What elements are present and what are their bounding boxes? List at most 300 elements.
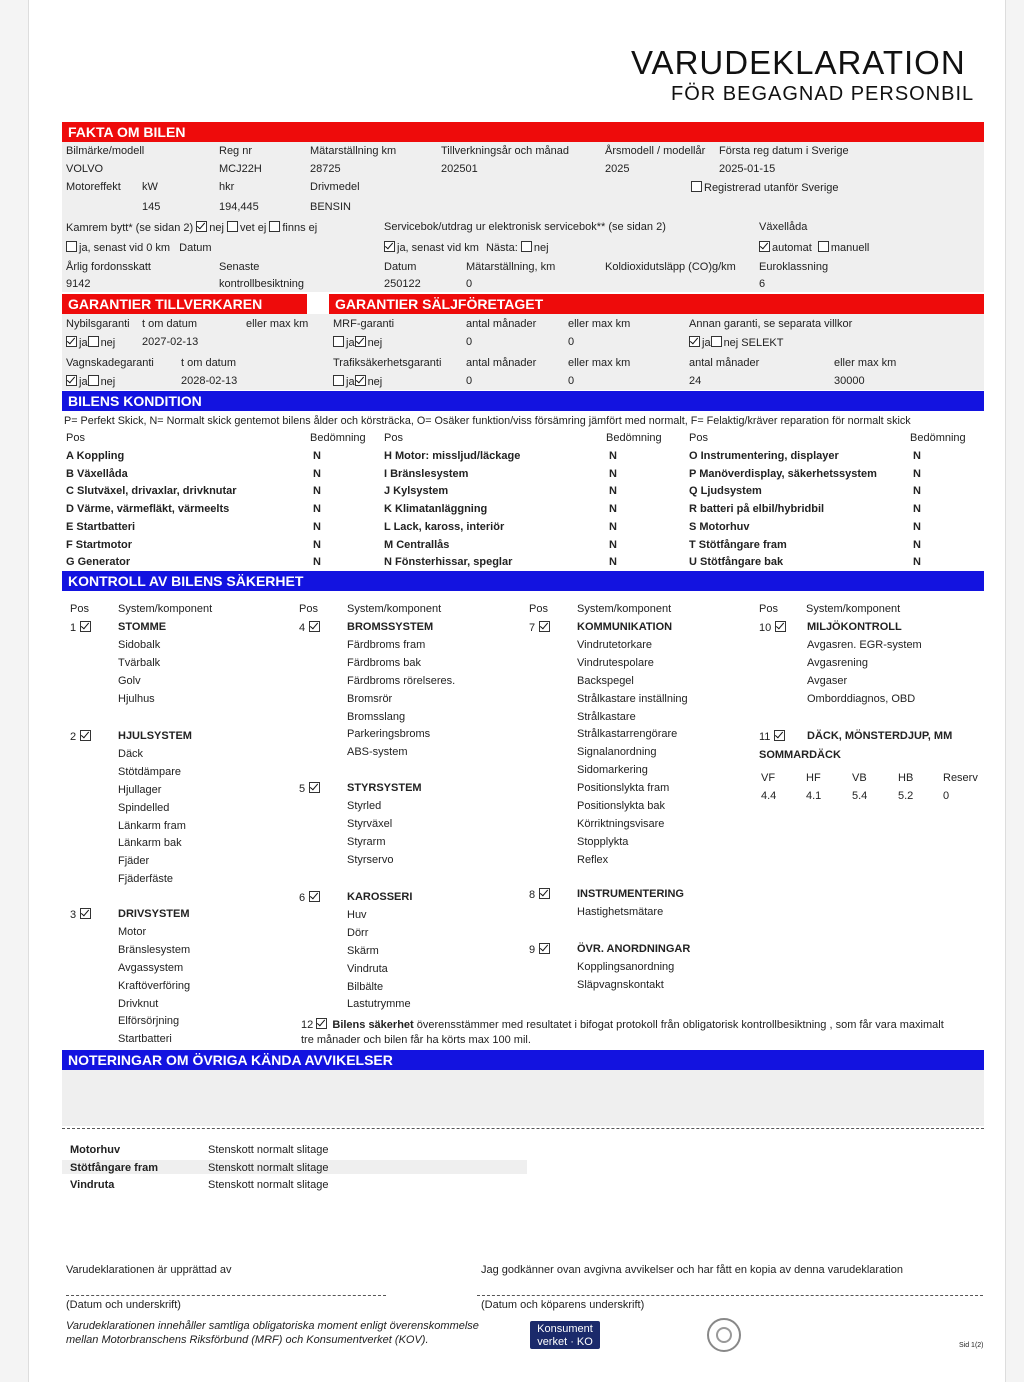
sakerhet-component: Släpvagnskontakt (577, 978, 664, 991)
sakerhet-group-header (70, 621, 93, 634)
sommardack-label: SOMMARDÄCK (759, 749, 841, 761)
mrf-ja-checkbox[interactable] (333, 336, 344, 347)
sakerhet-group-number: 3 (70, 909, 77, 921)
value-matar: 28725 (310, 163, 341, 175)
label-vaxellada: Växellåda (759, 221, 808, 233)
sakerhet-group-checkbox[interactable] (80, 730, 91, 741)
sakerhet-group-header (299, 621, 322, 634)
sakerhet-component: Avgasren. EGR-system (807, 638, 922, 651)
footer-note-2: mellan Motorbranschens Riksförbund (MRF) och Konsumentverket (KOV). (66, 1334, 429, 1346)
kondition-item-label: U Stötfångare bak (689, 556, 784, 569)
label-vagn-tom: t om datum (181, 357, 237, 369)
kond-col1-pos: Pos (66, 432, 85, 444)
label-bilmarke: Bilmärke/modell (66, 145, 145, 157)
sak-col4-sys: System/komponent (806, 603, 901, 615)
sak-col3-sys: System/komponent (577, 603, 672, 615)
label-arsmodell: Årsmodell / modellår (605, 145, 706, 157)
vagn-ja-label: ja (79, 376, 88, 388)
label-trafik: Trafiksäkerhetsgaranti (333, 357, 442, 369)
sakerhet-component: Styrservo (347, 853, 394, 866)
mrf-checks (333, 336, 382, 349)
sakerhet-component: Sidomarkering (577, 764, 648, 777)
sakerhet-component: Bilbälte (347, 980, 384, 993)
value-euro: 6 (759, 278, 766, 290)
kondition-item-value: N (913, 467, 921, 480)
sakerhet-component: Bromsrör (347, 692, 393, 705)
sakerhet-component: Styrarm (347, 835, 386, 848)
sakerhet-component: Backspegel (577, 674, 634, 687)
sakerhet-component: Golv (118, 674, 141, 687)
label-servicebok: Servicebok/utdrag ur elektronisk servicebok** (se sidan 2) (384, 221, 666, 233)
sakerhet-component: Sidobalk (118, 638, 161, 651)
label-regnr: Reg nr (219, 145, 253, 157)
label-hkr: hkr (219, 181, 235, 193)
sakerhet-component: Länkarm fram (118, 819, 186, 832)
automat-checkbox[interactable] (759, 241, 770, 252)
sakerhet-component: Färdbroms bak (347, 656, 421, 669)
notering-value: Stenskott normalt slitage (208, 1179, 329, 1191)
garanti-tillverkaren-heading: GARANTIER TILLVERKAREN (62, 294, 307, 314)
annan-ja-checkbox[interactable] (689, 336, 700, 347)
sakerhet-component: Dörr (347, 926, 369, 939)
sakerhet-component: Färdbroms fram (347, 638, 426, 651)
tire-value: 4.1 (806, 790, 822, 802)
label-matar: Mätarställning km (310, 145, 397, 157)
tire-value: 0 (943, 790, 950, 802)
kondition-item-label: I Bränslesystem (384, 467, 469, 480)
page-number: Sid 1(2) (959, 1342, 984, 1349)
label-senaste: Senaste (219, 261, 260, 273)
mrf-nej-checkbox[interactable] (355, 336, 366, 347)
sakerhet-component: Signalanordning (577, 746, 657, 759)
label-eller-max: eller max km (246, 318, 309, 330)
value-drivmedel: BENSIN (310, 201, 351, 213)
document-subtitle: FÖR BEGAGNAD PERSONBIL (671, 83, 975, 105)
value-trafik-man: 0 (466, 375, 473, 387)
sakerhet-component: Positionslykta bak (577, 800, 666, 812)
sakerhet-component: Strålkastare inställning (577, 692, 688, 705)
kamrem-finns-ej-checkbox[interactable] (269, 221, 280, 232)
vaxellada-row (759, 241, 869, 254)
servicebok-nej-checkbox[interactable] (521, 241, 532, 252)
sakerhet-component: Fjäder (118, 855, 150, 868)
tire-value: 5.4 (852, 790, 868, 802)
kondition-item-label: Q Ljudsystem (689, 485, 762, 498)
sakerhet-group-header (759, 730, 787, 743)
value-annan-km: 30000 (834, 375, 865, 387)
sakerhet-group-title: STYRSYSTEM (347, 782, 422, 794)
tire-header: Reserv (943, 772, 978, 784)
sakerhet-component: Avgassystem (118, 961, 184, 974)
mrf-nej-label: nej (367, 337, 383, 349)
sakerhet-group-number: 10 (759, 622, 772, 634)
kamrem-datum-label: Datum (179, 242, 212, 254)
kondition-item-label: S Motorhuv (689, 520, 750, 533)
godkanner-label: Jag godkänner ovan avgivna avvikelser och har fått en kopia av denna varudeklaration (481, 1264, 903, 1276)
sakerhet-component: Vindrutespolare (577, 656, 654, 669)
label-drivmedel: Drivmedel (310, 181, 360, 193)
kondition-item-value: N (609, 520, 617, 533)
sakerhet-component: Länkarm bak (118, 837, 182, 850)
kond-col2-bed: Bedömning (606, 432, 662, 444)
value-forsta: 2025-01-15 (719, 163, 776, 175)
registrerad-checkbox-row[interactable] (691, 181, 839, 194)
sakerhet-group-title: KOMMUNIKATION (577, 621, 673, 633)
sak-col2-sys: System/komponent (347, 603, 442, 615)
kondition-item-label: A Koppling (66, 450, 125, 462)
sakerhet-component: Spindelled (118, 801, 170, 814)
label-mrf-max: eller max km (568, 318, 631, 330)
kondition-item-value: N (913, 503, 921, 516)
sak-col2-pos: Pos (299, 603, 318, 615)
sakerhet-group-checkbox[interactable] (309, 891, 320, 902)
label-kontrollbes: kontrollbesiktning (219, 278, 304, 290)
sak-col1-sys: System/komponent (118, 603, 213, 615)
sakerhet-component: Fjäderfäste (118, 873, 174, 886)
mrf-emblem-icon (707, 1318, 741, 1352)
label-annan: Annan garanti, se separata villkor (689, 318, 853, 330)
p12-text2: tre månader och bilen får ha körts max 100 mil. (301, 1034, 531, 1046)
label-mrf-antal: antal månader (466, 318, 537, 330)
sakerhet-group-number: 8 (529, 889, 536, 901)
kondition-item-value: N (913, 450, 921, 462)
annan-checks (689, 336, 783, 349)
sakerhet-component: Vindrutetorkare (577, 638, 653, 651)
datum-kopare: (Datum och köparens underskrift) (481, 1299, 645, 1311)
value-datum: 250122 (384, 278, 421, 290)
datum-underskrift: (Datum och underskrift) (66, 1299, 181, 1311)
sakerhet-group-title: INSTRUMENTERING (577, 888, 684, 900)
sakerhet-component: Stopplykta (577, 835, 629, 848)
kondition-item-label: D Värme, värmefläkt, värmeelts (66, 503, 230, 516)
sakerhet-component: Bromsslang (347, 710, 406, 723)
sakerhet-component: Hastighetsmätare (577, 905, 664, 918)
p12-row (301, 1018, 944, 1031)
kamrem-row (66, 221, 317, 234)
servicebok-nej-label: nej (533, 242, 549, 254)
nybil-checks (66, 336, 115, 349)
value-nybil-date: 2027-02-13 (142, 336, 199, 348)
sak-col3-pos: Pos (529, 603, 548, 615)
manuell-checkbox[interactable] (818, 241, 829, 252)
sakerhet-component: Styrväxel (347, 817, 393, 830)
noteringar-box (62, 1070, 984, 1126)
kondition-item-value: N (313, 503, 321, 516)
kamrem-nej-label: nej (209, 222, 224, 234)
label-fordonsskatt: Årlig fordonsskatt (66, 261, 151, 273)
kondition-item-label: M Centrallås (384, 538, 450, 551)
trafik-checks (333, 375, 382, 388)
sakerhet-component: Positionslykta fram (577, 782, 670, 795)
sakerhet-group-title: BROMSSYSTEM (347, 621, 434, 633)
label-registrerad: Registrerad utanför Sverige (704, 182, 839, 194)
logo-line-2: verket · KO (537, 1336, 593, 1348)
sakerhet-group-number: 11 (759, 731, 771, 743)
sakerhet-group-header (529, 943, 552, 956)
notering-key: Stötfångare fram (70, 1161, 159, 1174)
kond-col3-bed: Bedömning (910, 432, 966, 444)
sakerhet-group-header (759, 621, 788, 634)
nybil-ja-label: ja (79, 337, 88, 349)
sak-col4-pos: Pos (759, 603, 778, 615)
sakerhet-group-header (299, 891, 322, 904)
label-trafik-antal: antal månader (466, 357, 537, 369)
sakerhet-group-title: KAROSSERI (347, 891, 413, 903)
sakerhet-group-number: 5 (299, 783, 306, 795)
label-matar2: Mätarställning, km (466, 261, 556, 273)
noteringar-heading: NOTERINGAR OM ÖVRIGA KÄNDA AVVIKELSER (62, 1050, 984, 1070)
tire-header: VF (761, 772, 776, 784)
tire-value: 4.4 (761, 790, 777, 802)
kondition-item-value: N (913, 520, 921, 533)
sakerhet-group-title: HJULSYSTEM (118, 730, 192, 742)
kondition-item-value: N (313, 467, 321, 480)
kondition-item-value: N (609, 503, 617, 516)
sakerhet-group-header (70, 908, 93, 921)
sakerhet-group-title: DÄCK, MÖNSTERDJUP, MM (807, 730, 953, 742)
upprattad-label: Varudeklarationen är upprättad av (66, 1264, 232, 1276)
sakerhet-group-number: 2 (70, 731, 77, 743)
kamrem-vet-ej-label: vet ej (239, 222, 267, 234)
kamrem-ja-row (66, 241, 212, 254)
kamrem-finns-ej-label: finns ej (282, 222, 318, 234)
sakerhet-group-number: 9 (529, 944, 536, 956)
sakerhet-group-checkbox[interactable] (80, 621, 91, 632)
kondition-item-label: N Fönsterhissar, speglar (384, 556, 513, 569)
sakerhet-component: Kraftöverföring (118, 979, 191, 992)
sakerhet-group-number: 1 (70, 622, 77, 634)
label-tom-datum: t om datum (142, 318, 198, 330)
value-arsmodell: 2025 (605, 163, 630, 175)
value-hkr: 194,445 (219, 201, 259, 213)
value-mrf-man: 0 (466, 336, 473, 348)
value-annan-man: 24 (689, 375, 702, 387)
servicebok-ja-row (384, 241, 549, 254)
sakerhet-component: Däck (118, 747, 144, 760)
kondition-item-value: N (609, 538, 617, 551)
noteringar-dashline (62, 1128, 984, 1129)
kamrem-nej-checkbox[interactable] (196, 221, 207, 232)
value-mrf-km: 0 (568, 336, 575, 348)
tire-header: VB (852, 772, 867, 784)
kondition-item-value: N (313, 485, 321, 498)
value-matar2: 0 (466, 278, 473, 290)
sakerhet-group-number: 7 (529, 622, 536, 634)
kondition-item-label: C Slutväxel, drivaxlar, drivknutar (66, 485, 237, 498)
value-bilmarke: VOLVO (66, 163, 104, 175)
sakerhet-component: Lastutrymme (347, 998, 411, 1011)
sakerhet-group-title: DRIVSYSTEM (118, 908, 190, 920)
document-title: VARUDEKLARATION (631, 44, 966, 81)
p12-number: 12 (301, 1019, 314, 1031)
sakerhet-component: Omborddiagnos, OBD (807, 692, 916, 705)
trafik-ja-label: ja (346, 376, 355, 388)
sakerhet-component: Hjulhus (118, 692, 155, 705)
sakerhet-component: Färdbroms rörelseres. (347, 674, 456, 687)
kondition-item-label: G Generator (66, 556, 131, 569)
sakerhet-component: Kopplingsanordning (577, 960, 675, 973)
sakerhet-component: Elförsörjning (118, 1015, 180, 1028)
sak-col1-pos: Pos (70, 603, 89, 615)
sakerhet-group-checkbox[interactable] (775, 621, 786, 632)
kondition-item-value: N (609, 467, 617, 480)
sakerhet-group-number: 6 (299, 892, 306, 904)
sakerhet-group-header (70, 730, 93, 743)
sakerhet-group-checkbox[interactable] (309, 782, 320, 793)
sakerhet-component: Bränslesystem (118, 943, 191, 956)
label-motoreffekt: Motoreffekt (66, 181, 121, 193)
annan-nej-checkbox[interactable] (711, 336, 722, 347)
kondition-item-label: T Stötfångare fram (689, 538, 787, 551)
footer-note-1: Varudeklarationen innehåller samtliga obligatoriska moment enligt överenskommelse (66, 1320, 479, 1332)
kond-col2-pos: Pos (384, 432, 403, 444)
sakerhet-group-header (299, 782, 322, 795)
signature-line-left[interactable] (66, 1295, 386, 1296)
label-forsta: Första reg datum i Sverige (719, 145, 849, 157)
kamrem-ja-checkbox[interactable] (66, 241, 77, 252)
label-mrf: MRF-garanti (333, 318, 395, 330)
kondition-item-value: N (609, 450, 617, 462)
kamrem-ja-label: ja, senast vid 0 km (79, 242, 171, 254)
nybil-nej-label: nej (100, 337, 116, 349)
nybil-ja-checkbox[interactable] (66, 336, 77, 347)
kondition-item-value: N (313, 556, 321, 569)
konsumentverket-logo (530, 1321, 600, 1349)
label-kamrem: Kamrem bytt* (se sidan 2) (66, 222, 194, 234)
sakerhet-group-header (529, 621, 552, 634)
label-trafik-max: eller max km (568, 357, 631, 369)
kondition-item-label: F Startmotor (66, 538, 132, 551)
signature-line-right[interactable] (477, 1295, 983, 1296)
kondition-item-value: N (913, 538, 921, 551)
sakerhet-group-checkbox[interactable] (309, 621, 320, 632)
sakerhet-component: Avgaser (807, 674, 848, 687)
kondition-item-value: N (313, 520, 321, 533)
label-datum2: Datum (384, 261, 417, 273)
automat-label: automat (772, 242, 812, 254)
kondition-item-value: N (313, 538, 321, 551)
sakerhet-component: Reflex (577, 853, 609, 866)
kondition-legend: P= Perfekt Skick, N= Normalt skick gentemot bilens ålder och körsträcka, O= Osäker funktion/viss försämring jämfört med normalt, F= Felaktig/kräver reparation för normalt skick (64, 415, 911, 427)
notering-value: Stenskott normalt slitage (208, 1144, 329, 1156)
p12-checkbox[interactable] (316, 1018, 327, 1029)
vagn-nej-checkbox[interactable] (88, 375, 99, 386)
sakerhet-component: Motor (118, 925, 147, 938)
sakerhet-group-header (529, 888, 552, 901)
sakerhet-component: Körriktningsvisare (577, 817, 665, 830)
value-regnr: MCJ22H (219, 163, 262, 175)
sakerhet-component: Strålkastare (577, 710, 636, 723)
sakerhet-group-checkbox[interactable] (539, 888, 550, 899)
trafik-ja-checkbox[interactable] (333, 375, 344, 386)
kondition-item-label: L Lack, kaross, interiör (384, 520, 505, 533)
kondition-heading: BILENS KONDITION (62, 391, 984, 411)
tire-header: HB (898, 772, 914, 784)
label-tillv: Tillverkningsår och månad (441, 145, 569, 157)
kamrem-vet-ej-checkbox[interactable] (227, 221, 238, 232)
kond-col3-pos: Pos (689, 432, 708, 444)
vagn-nej-label: nej (100, 376, 116, 388)
servicebok-nasta-label: Nästa: (485, 242, 518, 254)
kondition-item-value: N (313, 450, 321, 462)
label-nybil: Nybilsgaranti (66, 318, 130, 330)
value-kw: 145 (142, 201, 161, 213)
label-koldioxid: Koldioxidutsläpp (CO)g/km (605, 261, 736, 273)
vagn-ja-checkbox[interactable] (66, 375, 77, 386)
sakerhet-component: Stötdämpare (118, 765, 181, 778)
document-page (28, 0, 1006, 1382)
p12-text: överensstämmer med resultatet i bifogat protokoll från obligatorisk kontrollbesiktning , som får vara maximalt (416, 1019, 944, 1031)
sakerhet-component: Avgasrening (807, 656, 868, 669)
sakerhet-group-number: 4 (299, 622, 306, 634)
sakerhet-component: Startbatteri (118, 1033, 172, 1046)
sakerhet-heading: KONTROLL AV BILENS SÄKERHET (62, 571, 984, 591)
fakta-heading: FAKTA OM BILEN (62, 122, 984, 142)
value-vagn-date: 2028-02-13 (181, 375, 238, 387)
mrf-ja-label: ja (346, 337, 355, 349)
p12-bold: Bilens säkerhet (332, 1019, 414, 1031)
sakerhet-component: Drivknut (118, 997, 159, 1010)
notering-key: Motorhuv (70, 1144, 121, 1156)
notering-value: Stenskott normalt slitage (208, 1161, 329, 1174)
sakerhet-group-checkbox[interactable] (80, 908, 91, 919)
trafik-nej-checkbox[interactable] (355, 375, 366, 386)
label-euroklass: Euroklassning (759, 261, 829, 273)
kondition-item-label: P Manöverdisplay, säkerhetssystem (689, 467, 877, 480)
sakerhet-component: ABS-system (347, 746, 408, 759)
sakerhet-component: Huv (347, 908, 367, 921)
nybil-nej-checkbox[interactable] (88, 336, 99, 347)
sakerhet-group-checkbox[interactable] (539, 621, 550, 632)
sakerhet-component: Hjullager (118, 783, 162, 796)
value-fordonsskatt: 9142 (66, 278, 91, 290)
notering-key: Vindruta (70, 1179, 115, 1191)
tire-header: HF (806, 772, 821, 784)
vagn-checks (66, 375, 115, 388)
sakerhet-component: Vindruta (347, 962, 388, 975)
kond-col1-bed: Bedömning (310, 432, 366, 444)
registrerad-checkbox[interactable] (691, 181, 702, 192)
label-annan-antal: antal månader (689, 357, 760, 369)
manuell-label: manuell (830, 242, 870, 254)
kondition-item-label: E Startbatteri (66, 520, 136, 533)
sakerhet-group-checkbox[interactable] (539, 943, 550, 954)
annan-ja-label: ja (702, 337, 711, 349)
kondition-item-value: N (609, 485, 617, 498)
servicebok-ja-checkbox[interactable] (384, 241, 395, 252)
sakerhet-group-title: STOMME (118, 621, 167, 633)
kondition-item-label: J Kylsystem (384, 485, 449, 498)
kondition-item-label: B Växellåda (66, 467, 128, 480)
kondition-item-value: N (609, 556, 617, 569)
label-kw: kW (142, 181, 158, 193)
trafik-nej-label: nej (367, 376, 383, 388)
logo-line-1: Konsument (537, 1323, 593, 1335)
sakerhet-group-title: MILJÖKONTROLL (807, 621, 902, 633)
sakerhet-component: Parkeringsbroms (347, 728, 431, 741)
sakerhet-component: Tvärbalk (118, 656, 161, 669)
garanti-saljforetaget-heading: GARANTIER SÄLJFÖRETAGET (329, 294, 984, 314)
sakerhet-component: Styrled (347, 799, 382, 812)
sakerhet-component: Strålkastarrengörare (577, 728, 678, 741)
kondition-item-value: N (913, 485, 921, 498)
value-trafik-km: 0 (568, 375, 575, 387)
kondition-item-label: O Instrumentering, displayer (689, 450, 839, 462)
value-tillv: 202501 (441, 163, 478, 175)
sakerhet-component: Skärm (347, 944, 379, 957)
sakerhet-group-title: ÖVR. ANORDNINGAR (577, 943, 691, 955)
sakerhet-group-checkbox[interactable] (774, 730, 785, 741)
